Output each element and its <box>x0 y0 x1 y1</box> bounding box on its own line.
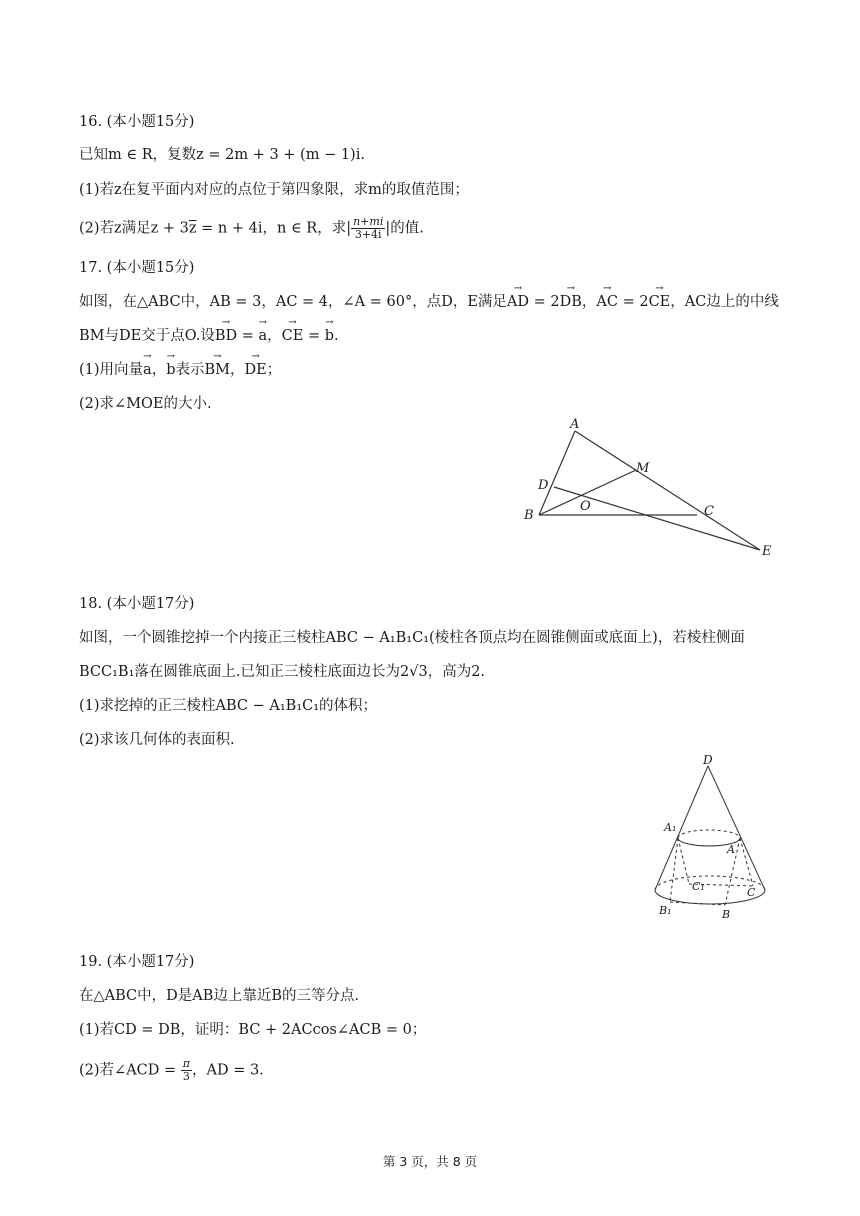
q19-part2-a: (2)若∠ACD = <box>79 1062 181 1079</box>
q16-part2 <box>79 216 424 241</box>
q16-part1: (1)若z在复平面内对应的点位于第四象限，求m的取值范围； <box>79 182 469 198</box>
top-section-back <box>678 830 740 838</box>
segment-AB <box>539 431 575 515</box>
q16-stem: 已知m ∈ R，复数z = 2m + 3 + (m − 1)i. <box>79 147 365 163</box>
q16-heading: 16. (本小题15分) <box>79 114 195 130</box>
cone-left-slant <box>655 766 708 890</box>
q19-part2-b: ，AD = 3. <box>191 1062 264 1079</box>
q17-part1-e: ； <box>266 362 282 378</box>
vector-a: → a <box>259 326 268 346</box>
vector-DB: → DB <box>560 292 582 312</box>
q19-fraction-denominator: 3 <box>182 1070 190 1083</box>
q17-part1-a: (1)用向量 <box>79 362 144 378</box>
q17-part2: (2)求∠MOE的大小. <box>79 396 212 412</box>
vector-BM: → BM <box>205 360 231 380</box>
q18-part1: (1)求挖掉的正三棱柱ABC − A₁B₁C₁的体积； <box>79 698 378 714</box>
label-B1: B₁ <box>659 904 672 917</box>
q16-zbar: $\overline{z}$ <box>188 220 197 237</box>
label-E: E <box>762 544 772 559</box>
segment-AE <box>575 431 760 550</box>
q19-fraction-numerator: π <box>182 1057 190 1070</box>
vector-CE: → CE <box>649 292 671 312</box>
q17-stem2-b: = <box>237 328 259 344</box>
q17-stem1-c: ， <box>581 294 597 310</box>
label-C1: C₁ <box>692 880 705 893</box>
q17-part1-c: 表示 <box>175 362 205 378</box>
label-M: M <box>636 461 650 476</box>
q17-stem2-a: BM与DE交于点O.设 <box>79 328 215 344</box>
label-A: A <box>570 417 580 432</box>
q17-stem-line1 <box>79 292 779 312</box>
q17-part1-b: ， <box>151 362 167 378</box>
label-D: D <box>538 478 549 493</box>
q19-part2 <box>79 1058 264 1083</box>
q16-part2-text-a: (2)若z满足z + 3 <box>79 220 189 237</box>
q19-heading: 19. (本小题17分) <box>79 954 195 970</box>
q17-stem-line2 <box>79 326 339 346</box>
q16-fraction-numerator: n+mi <box>353 215 384 228</box>
q17-part1-d: ， <box>230 362 245 378</box>
q16-fraction <box>351 216 385 241</box>
label-D-cone: D <box>703 753 713 767</box>
q17-stem1-e: ，AC边上的中线 <box>670 294 779 310</box>
label-C-cone: C <box>747 886 756 899</box>
label-B-cone: B <box>722 908 731 921</box>
label-A-cone: A <box>727 843 735 856</box>
q19-fraction <box>181 1058 192 1083</box>
q17-stem1-b: = 2 <box>529 294 560 310</box>
vector-a-2: → a <box>143 360 152 380</box>
q19-stem: 在△ABC中，D是AB边上靠近B的三等分点. <box>79 988 360 1004</box>
prism-edge-A1B1 <box>670 838 678 902</box>
vector-AC: → AC <box>596 292 618 312</box>
cone-right-slant <box>708 766 765 890</box>
q18-part2: (2)求该几何体的表面积. <box>79 732 235 748</box>
q18-cone-figure <box>645 750 780 925</box>
q17-stem2-c: ， <box>267 328 282 344</box>
vector-AD: → AD <box>507 292 529 312</box>
q17-part1 <box>79 360 281 380</box>
q16-fraction-denominator: 3+4i <box>354 228 382 241</box>
label-B: B <box>524 508 534 523</box>
vector-b: → b <box>325 326 334 346</box>
q17-stem2-e: . <box>334 328 339 344</box>
q18-stem-line2: BCC₁B₁落在圆锥底面上.已知正三棱柱底面边长为2√3，高为2. <box>79 664 486 680</box>
label-A1: A₁ <box>664 821 677 834</box>
vector-b-2: → b <box>166 360 175 380</box>
q17-stem2-d: = <box>303 328 325 344</box>
vector-CE-2: → CE <box>282 326 304 346</box>
q18-stem-line1: 如图，一个圆锥挖掉一个内接正三棱柱ABC − A₁B₁C₁(棱柱各顶点均在圆锥侧面或底面上)，若棱柱侧面 <box>79 630 745 646</box>
q17-stem1-a: 如图，在△ABC中，AB = 3，AC = 4，∠A = 60°，点D，E满足 <box>79 294 507 310</box>
label-C: C <box>704 504 714 519</box>
page-footer: 第 3 页，共 8 页 <box>382 1154 478 1169</box>
vector-BD: → BD <box>215 326 237 346</box>
q19-part1: (1)若CD = DB，证明：BC + 2ACcos∠ACB = 0； <box>79 1022 427 1038</box>
q17-stem1-d: = 2 <box>617 294 649 310</box>
q17-heading: 17. (本小题15分) <box>79 260 195 276</box>
vector-DE: → DE <box>245 360 267 380</box>
q18-heading: 18. (本小题17分) <box>79 596 195 612</box>
segment-DE <box>554 487 760 550</box>
q17-triangle-figure <box>515 415 780 565</box>
q16-part2-text-b: = n + 4i，n ∈ R，求| <box>196 220 352 237</box>
label-O: O <box>580 499 591 514</box>
q16-part2-text-c: |的值. <box>385 220 424 237</box>
